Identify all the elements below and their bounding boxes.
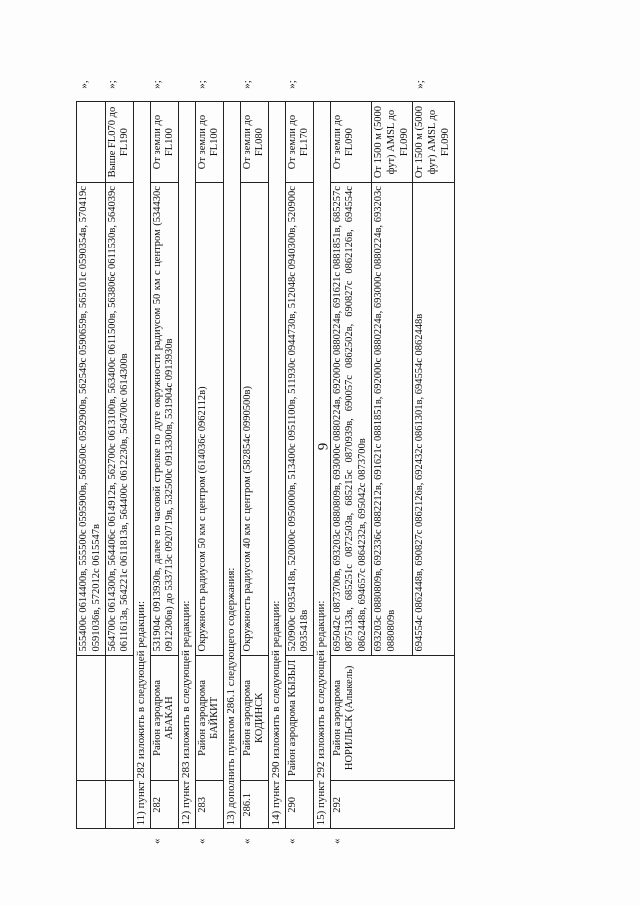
table-row <box>105 68 134 853</box>
coordinates-cell: 564700с 0614300в, 564406с 0614912в, 562700с 0613100в, 563400с 0611500в, 563806с 0611530в, 564039с 0611613в, 564221с 0611813в, 564400с 0612230в, 564700с 0614300в <box>105 183 134 655</box>
section-heading: 11) пункт 282 изложить в следующей редакции: <box>134 102 150 829</box>
opening-quote: « <box>331 838 344 844</box>
region-name: Район аэродрома АБАКАН <box>150 655 179 781</box>
item-number: 290 <box>285 781 314 829</box>
section-heading: 13) дополнить пунктом 286.1 следующего содержания: <box>224 102 240 829</box>
coordinates-cell: Окружность радиусом 40 км с центром (582854с 0990500в) <box>240 183 269 655</box>
limits-cell: От земли до FL170 <box>285 102 314 183</box>
region-name: Район аэродрома БАЙКИТ <box>195 655 224 781</box>
table-row <box>150 68 179 853</box>
section-heading-row <box>179 68 195 853</box>
section-heading: 12) пункт 283 изложить в следующей редакции: <box>179 102 195 829</box>
section-heading-row <box>269 68 285 853</box>
closing-quote: », <box>77 80 90 89</box>
closing-quote: »; <box>241 80 254 89</box>
section-heading-row <box>314 68 330 853</box>
section-heading: 15) пункт 292 изложить в следующей редакции: <box>314 102 330 829</box>
closing-quote: »; <box>286 80 299 89</box>
opening-quote: « <box>241 838 254 844</box>
limits-cell: От земли до FL100 <box>150 102 179 183</box>
page-number: 9 <box>315 442 332 451</box>
coordinates-cell: 531904с 0913930в, далее по часовой стрелке по дуге окружности радиусом 50 км с центром (534430с 0912306в) до 533713с 0920719в, 532500с 0913300в, 531904с 0913930в <box>150 183 179 655</box>
section-heading: 14) пункт 290 изложить в следующей редакции: <box>269 102 285 829</box>
coordinates-cell: 693203с 0880809в, 692336с 0882212в, 691621с 0881851в, 692000с 0880224в, 693000с 0880224в, 693203с 0880809в <box>371 183 412 655</box>
item-number: 282 <box>150 781 179 829</box>
coordinates-cell: 694554с 0862448в, 690827с 0862126в, 692432с 0861301в, 694554с 0862448в <box>413 183 454 655</box>
region-name: Район аэродрома НОРИЛЬСК (Алыкель) <box>330 655 454 781</box>
closing-quote: »; <box>196 80 209 89</box>
region-name: Район аэродрома КОДИНСК <box>240 655 269 781</box>
limits-cell: От земли до FL100 <box>195 102 224 183</box>
closing-quote: »; <box>106 80 119 89</box>
table-row <box>330 68 371 853</box>
coordinates-cell: 555400с 0614400в, 555500с 0595900в, 560500с 0592900в, 562549с 0590659в, 565101с 0590354в, 570419с 0591036в, 572012с 0615547в <box>77 183 106 655</box>
limits-cell: От земли до FL090 <box>330 102 371 183</box>
item-number: 292 <box>330 781 454 829</box>
table-row <box>285 68 314 853</box>
limits-cell: От 1500 м (5000 фут) AMSL до FL090 <box>371 102 412 183</box>
section-heading-row <box>224 68 240 853</box>
table-row <box>240 68 269 853</box>
airspace-table <box>76 68 455 853</box>
table-row <box>77 68 106 853</box>
limits-cell: От 1500 м (5000 фут) AMSL до FL090 <box>413 102 454 183</box>
amendments-block <box>76 45 616 853</box>
coordinates-cell: 695042с 0873700в, 693203с 0880809в, 693000с 0880224в, 692000с 0880224в, 691621с 0881851в, 685257с 0875133в, 685251с 0872503в, 685215с 0870939в, 690057с 0862502в, 690827с 0862126в, 694554с 0862448в, 694657с 0864232в, 695042с 0873700в <box>330 183 371 655</box>
item-number: 283 <box>195 781 224 829</box>
closing-quote: »; <box>151 80 164 89</box>
limits-cell: Выше FL070 до FL190 <box>105 102 134 183</box>
opening-quote: « <box>286 838 299 844</box>
coordinates-cell: Окружность радиусом 50 км с центром (614036с 0962112в) <box>195 183 224 655</box>
closing-quote: »; <box>413 80 426 89</box>
item-number: 286.1 <box>240 781 269 829</box>
limits-cell: От земли до FL080 <box>240 102 269 183</box>
section-heading-row <box>134 68 150 853</box>
limits-cell <box>77 102 106 183</box>
table-row <box>195 68 224 853</box>
opening-quote: « <box>151 838 164 844</box>
coordinates-cell: 520900с 0935418в, 520000с 0950000в, 513400с 0951100в, 511930с 0944730в, 512048с 0940300в, 520900с 0935418в <box>285 183 314 655</box>
opening-quote: « <box>196 838 209 844</box>
region-name: Район аэродрома КЫЗЫЛ <box>285 655 314 781</box>
rotated-content-area <box>76 45 616 853</box>
